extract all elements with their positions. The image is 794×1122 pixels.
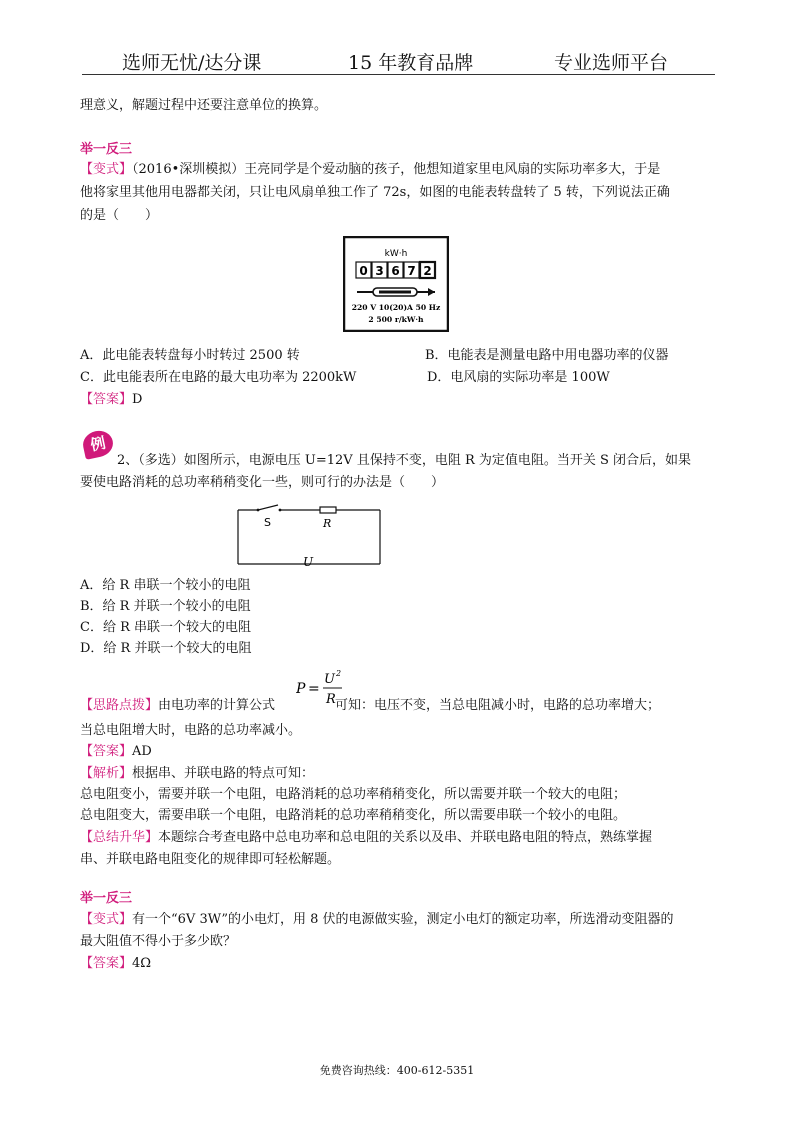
meter-digit: 7 xyxy=(407,264,416,278)
answer-line xyxy=(80,955,151,973)
variant-tag: 【变式】 xyxy=(80,162,133,177)
meter-digit: 0 xyxy=(359,264,368,278)
hint-post: 可知：电压不变，当总电阻减小时，电路的总功率增大； xyxy=(335,698,661,713)
header-divider xyxy=(82,74,715,75)
answer-tag: 【答案】 xyxy=(80,744,133,759)
question-line xyxy=(80,161,660,179)
analysis-text: 根据串、并联电路的特点可知： xyxy=(132,766,315,781)
option-c: C．给 R 串联一个较大的电阻 xyxy=(80,620,251,635)
formula-equals: = xyxy=(308,681,320,697)
section-title: 举一反三 xyxy=(80,891,133,906)
meter-digit: 3 xyxy=(375,264,384,278)
formula-denominator: R xyxy=(326,692,336,707)
variant-tag: 【变式】 xyxy=(80,912,133,927)
circuit-diagram xyxy=(234,504,384,572)
header-left: 选师无忧/达分课 xyxy=(122,52,262,74)
analysis-tag: 【解析】 xyxy=(80,766,133,781)
question-text: （2016•深圳模拟）王亮同学是个爱动脑的孩子，他想知道家里电风扇的实际功率多大，于是 xyxy=(132,162,661,177)
answer-value: D xyxy=(132,392,143,407)
analysis-line-2: 总电阻变小，需要并联一个电阻，电路消耗的总功率稍稍变化，所以需要并联一个较大的电阻； xyxy=(80,787,627,802)
meter-unit: kW·h xyxy=(384,249,408,259)
option-c: C．此电能表所在电路的最大电功率为 2200kW xyxy=(80,370,357,385)
hint-tag: 【思路点拨】 xyxy=(80,698,159,713)
option-b: B．电能表是测量电路中用电器功率的仪器 xyxy=(425,348,669,363)
answer-line xyxy=(80,743,152,761)
switch-label: S xyxy=(264,516,271,529)
hint-line-2: 当总电阻增大时，电路的总功率减小。 xyxy=(80,723,302,738)
meter-revolutions: 2 500 r/kW·h xyxy=(368,315,424,324)
question-line-2: 他将家里其他用电器都关闭，只让电风扇单独工作了 72s，如图的电能表转盘转了 5 转，下列说法正确 xyxy=(80,185,670,200)
answer-value: AD xyxy=(132,744,152,759)
option-a: A．此电能表转盘每小时转过 2500 转 xyxy=(80,348,300,363)
meter-digits xyxy=(356,262,435,278)
example-question-line: 2、（多选）如图所示，电源电压 U=12V 且保持不变，电阻 R 为定值电阻。当开关 S 闭合后，如果 xyxy=(117,453,692,468)
formula-lhs: P xyxy=(296,681,306,697)
header-center: 15 年教育品牌 xyxy=(348,52,474,74)
meter-digit: 6 xyxy=(391,264,400,278)
footer-hotline: 免费咨询热线：400-612-5351 xyxy=(319,1064,475,1077)
question-line xyxy=(80,911,674,929)
option-d: D．给 R 并联一个较大的电阻 xyxy=(80,641,252,656)
header-right: 专业选师平台 xyxy=(554,52,669,74)
intro-line: 理意义，解题过程中还要注意单位的换算。 xyxy=(80,98,328,113)
summary-line-2: 串、并联电路电阻变化的规律即可轻松解题。 xyxy=(80,852,341,867)
answer-tag: 【答案】 xyxy=(80,392,133,407)
example-question-line-2: 要使电路消耗的总功率稍稍变化一些，则可行的办法是（ ） xyxy=(80,475,445,490)
option-b: B．给 R 并联一个较小的电阻 xyxy=(80,599,251,614)
question-line-2: 最大阻值不得小于多少欧？ xyxy=(80,934,237,949)
option-d: D．电风扇的实际功率是 100W xyxy=(427,370,610,385)
formula-exponent: 2 xyxy=(336,669,342,678)
analysis-line xyxy=(80,765,314,783)
example-badge: 例 xyxy=(81,428,116,460)
hint-pre: 由电功率的计算公式 xyxy=(158,698,276,713)
answer-value: 4Ω xyxy=(132,956,152,971)
option-a: A．给 R 串联一个较小的电阻 xyxy=(80,578,251,593)
resistor-label: R xyxy=(323,517,332,530)
answer-tag: 【答案】 xyxy=(80,956,133,971)
hint-line xyxy=(80,697,660,715)
summary-text: 本题综合考查电路中总电功率和总电阻的关系以及串、并联电路电阻的特点，熟练掌握 xyxy=(158,830,653,845)
formula-numerator: U xyxy=(324,672,335,687)
source-label: U xyxy=(303,555,314,569)
meter-digit: 2 xyxy=(423,264,432,278)
question-text: 有一个“6V 3W”的小电灯，用 8 伏的电源做实验，测定小电灯的额定功率，所选滑动变阻器的 xyxy=(132,912,674,927)
summary-line xyxy=(80,829,652,847)
meter-disk-window xyxy=(357,288,435,296)
meter-rating: 220 V 10(20)A 50 Hz xyxy=(351,303,441,312)
question-line-3: 的是（ ） xyxy=(80,208,159,223)
electric-meter-figure xyxy=(343,236,449,332)
section-title: 举一反三 xyxy=(80,142,133,157)
summary-tag: 【总结升华】 xyxy=(80,830,159,845)
answer-line xyxy=(80,391,142,409)
analysis-line-3: 总电阻变大，需要串联一个电阻，电路消耗的总功率稍稍变化，所以需要串联一个较小的电阻。 xyxy=(80,808,627,823)
